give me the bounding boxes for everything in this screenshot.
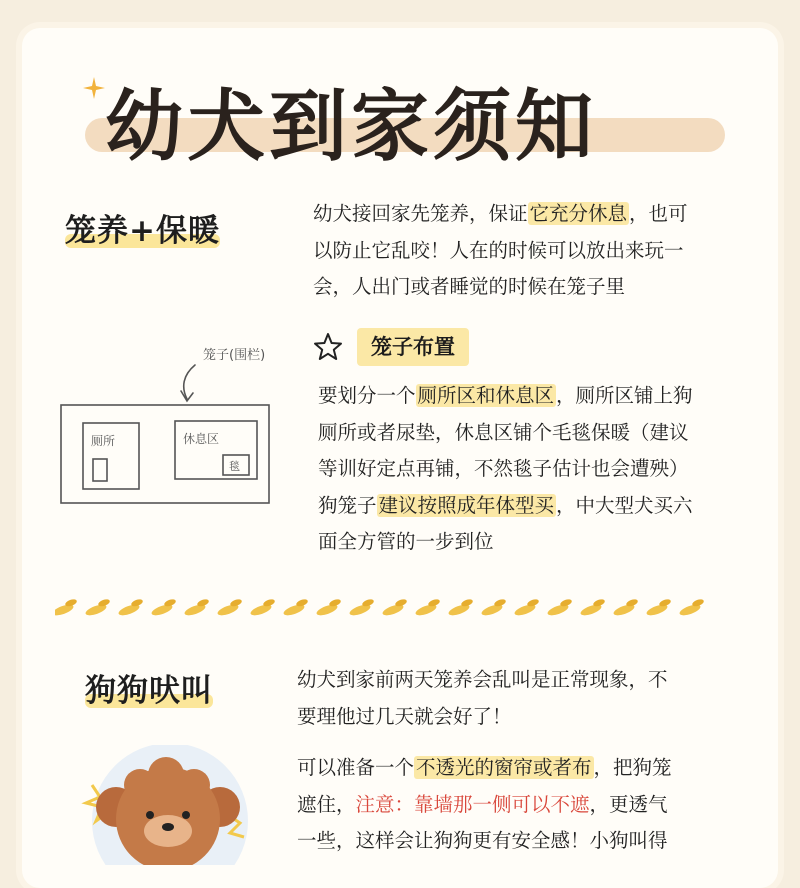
dog-illustration-icon [78,745,258,865]
wheat-leaf-icon [380,598,409,618]
wheat-leaf-icon [347,598,376,618]
section-tag-barking [85,665,213,710]
paragraph-line [313,269,688,306]
wheat-leaf-icon [149,598,178,618]
cage-setup-paragraph [318,378,693,561]
wheat-leaf-icon [512,598,541,618]
wheat-leaf-icon [116,598,145,618]
wheat-leaf-icon [446,598,475,618]
wheat-leaf-icon [281,598,310,618]
text-segment: 要理他过几天就会好了！ [297,704,512,728]
section-tag-cage [65,205,220,250]
cage-sketch [55,335,285,525]
text-segment: ，更透气 [589,792,668,816]
wheat-leaf-icon [55,598,79,618]
wheat-leaf-icon [578,598,607,618]
highlighted-text: 不透光的窗帘或者布 [416,756,592,779]
section1-paragraph [313,196,688,306]
text-segment: ，也可 [629,202,688,225]
sketch-cage-label: 笼子(围栏) [203,348,266,363]
wheat-leaf-icon [83,598,112,618]
highlighted-text: 建议按照成年体型买 [378,493,555,517]
paragraph-line [297,662,668,699]
paragraph-line [318,524,693,561]
wheat-leaf-icon [314,598,343,618]
text-segment: 以防止它乱咬！人在的时候可以放出来玩一 [313,238,684,262]
text-segment: 要划分一个 [318,384,416,407]
paragraph-line [318,415,693,452]
text-segment: 遮住， [297,792,356,816]
wheat-leaf-icon [545,598,574,618]
paragraph-line [318,488,693,525]
section-tag-label: 笼养+保暖 [65,213,220,249]
highlighted-text: 厕所区和休息区 [417,384,555,407]
sketch-blanket-label: 毯 [229,460,240,473]
wheat-divider-icon [55,598,725,622]
text-segment: 厕所或者尿垫，休息区铺个毛毯保暖（建议 [318,420,689,444]
sparkle-icon [82,76,106,100]
wheat-leaf-icon [215,598,244,618]
text-segment: ，把狗笼 [593,756,672,779]
text-segment: 等训好定点再铺，不然毯子估计也会遭殃） [318,457,689,480]
text-segment: 面全方管的一步到位 [318,530,494,553]
text-segment: ，厕所区铺上狗 [556,384,693,407]
paragraph-line [318,451,693,488]
text-segment: 幼犬接回家先笼养，保证 [313,202,528,225]
paragraph-line [318,378,693,415]
barking-paragraph-2 [297,750,672,860]
highlighted-text: 它充分休息 [529,202,628,225]
text-segment: 幼犬到家前两天笼养会乱叫是正常现象，不 [297,668,668,691]
text-segment: 会，人出门或者睡觉的时候在笼子里 [313,275,626,298]
barking-paragraph-1 [297,662,668,735]
section-tag-label: 狗狗吠叫 [85,673,213,709]
text-segment: 可以准备一个 [297,756,415,779]
sketch-toilet-label: 厕所 [91,434,116,448]
text-segment: 一些，这样会让狗狗更有安全感！小狗叫得 [297,829,668,852]
paragraph-line [313,233,688,270]
sub-heading-label: 笼子布置 [357,328,469,366]
page-title: 幼犬到家须知 [105,82,598,172]
paragraph-line [297,823,672,860]
wheat-leaf-icon [182,598,211,618]
text-segment: ，中大型犬买六 [556,493,693,517]
star-outline-icon [313,332,343,362]
title-block [60,58,740,172]
wheat-leaf-icon [479,598,508,618]
text-segment: 狗笼子 [318,493,377,517]
wheat-leaf-icon [413,598,442,618]
paragraph-line [313,196,688,233]
paragraph-line [297,699,668,736]
wheat-leaf-icon [644,598,673,618]
sketch-rest-label: 休息区 [183,432,220,446]
wheat-leaf-icon [248,598,277,618]
warning-text: 注意：靠墙那一侧可以不遮 [355,792,590,816]
wheat-leaf-icon [677,598,706,618]
paragraph-line [297,787,672,824]
wheat-leaf-icon [611,598,640,618]
paragraph-line [297,750,672,787]
